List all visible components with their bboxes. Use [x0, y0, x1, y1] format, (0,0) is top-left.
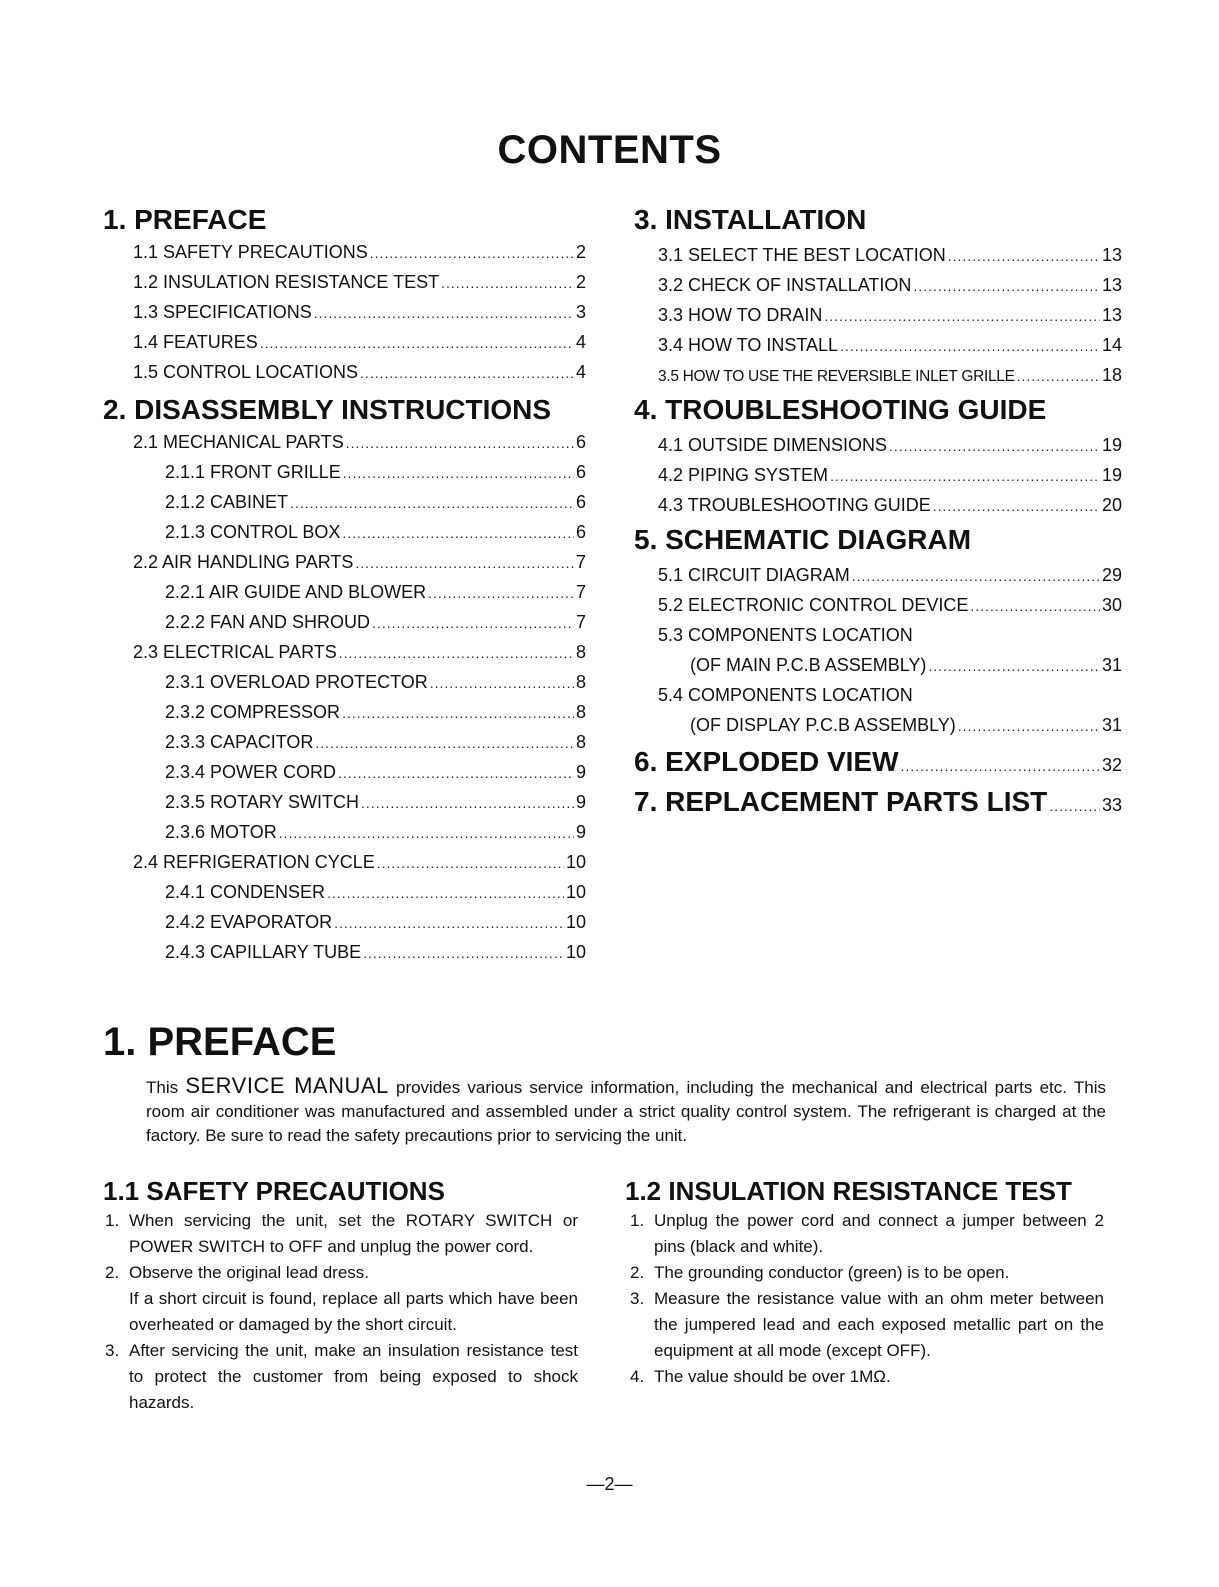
safety-precautions-title: 1.1 SAFETY PRECAUTIONS	[103, 1176, 445, 1206]
list-item: 2. The grounding conductor (green) is to be open.	[630, 1263, 1010, 1282]
toc-section-troubleshooting: 4. TROUBLESHOOTING GUIDE	[634, 394, 1047, 425]
preface-title: 1. PREFACE	[103, 1020, 337, 1064]
page-number: —2—	[586, 1474, 633, 1494]
toc-entry[interactable]: 3.5 HOW TO USE THE REVERSIBLE INLET GRILLE ..... 18	[658, 363, 1122, 387]
toc-entry[interactable]: 2.3 ELECTRICAL PARTS ..... 8	[133, 640, 586, 664]
toc-section-disassembly: 2. DISASSEMBLY INSTRUCTIONS	[103, 394, 552, 425]
toc-entry[interactable]: 2.4.1 CONDENSER ..... 10	[165, 880, 586, 904]
contents-title: CONTENTS	[497, 128, 722, 172]
toc-entry-exploded-view[interactable]: 6. EXPLODED VIEW ..... 32	[634, 744, 1122, 780]
toc-entry[interactable]: 3.4 HOW TO INSTALL ..... 14	[658, 333, 1122, 357]
list-item: 1. Unplug the power cord and connect a jumper between 2 pins (black and white).	[630, 1211, 1104, 1256]
preface-paragraph: This SERVICE MANUAL provides various service information, including the mechanical and electrical parts etc. This room air conditioner was manufactured and assembled under a strict quality control system. The refrigerant is charged at the factory. Be sure to read the safety precautions prior to servicing the unit.	[146, 1073, 1106, 1145]
toc-entry-label[interactable]: 5.4 COMPONENTS LOCATION	[658, 685, 913, 705]
toc-entry[interactable]: 4.3 TROUBLESHOOTING GUIDE ..... 20	[658, 493, 1122, 517]
toc-entry[interactable]: 2.1 MECHANICAL PARTS ..... 6	[133, 430, 586, 454]
insulation-test-title: 1.2 INSULATION RESISTANCE TEST	[625, 1176, 1072, 1206]
list-item: 2. Observe the original lead dress. If a short circuit is found, replace all parts which have been overheated or damaged by the short circuit.	[105, 1263, 578, 1334]
toc-section-installation: 3. INSTALLATION	[634, 204, 867, 235]
insulation-test-list	[630, 1208, 1104, 1390]
list-item: 1. When servicing the unit, set the ROTARY SWITCH or POWER SWITCH to OFF and unplug the power cord.	[105, 1211, 578, 1256]
toc-entry[interactable]: 2.1.3 CONTROL BOX ..... 6	[165, 520, 586, 544]
toc-entry[interactable]: 3.3 HOW TO DRAIN ..... 13	[658, 303, 1122, 327]
toc-entry[interactable]: 5.1 CIRCUIT DIAGRAM ..... 29	[658, 563, 1122, 587]
toc-entry[interactable]: 2.4 REFRIGERATION CYCLE ..... 10	[133, 850, 586, 874]
service-manual-emphasis: SERVICE MANUAL	[185, 1073, 389, 1098]
toc-entry[interactable]: 2.3.2 COMPRESSOR ..... 8	[165, 700, 586, 724]
toc-entry[interactable]: 1.4 FEATURES ..... 4	[133, 330, 586, 354]
safety-precautions-list	[105, 1208, 578, 1416]
toc-entry[interactable]: 2.2 AIR HANDLING PARTS ..... 7	[133, 550, 586, 574]
toc-entry[interactable]: 2.2.1 AIR GUIDE AND BLOWER ..... 7	[165, 580, 586, 604]
toc-entry[interactable]: 5.2 ELECTRONIC CONTROL DEVICE ..... 30	[658, 593, 1122, 617]
toc-entry[interactable]: 1.2 INSULATION RESISTANCE TEST ..... 2	[133, 270, 586, 294]
toc-entry-replacement-parts[interactable]: 7. REPLACEMENT PARTS LIST ..... 33	[634, 784, 1122, 820]
toc-entry-label[interactable]: 5.3 COMPONENTS LOCATION	[658, 625, 913, 645]
toc-entry[interactable]: 2.3.3 CAPACITOR ..... 8	[165, 730, 586, 754]
list-item: 3. After servicing the unit, make an insulation resistance test to protect the customer from being exposed to shock hazards.	[105, 1341, 578, 1412]
list-item: 3. Measure the resistance value with an ohm meter between the jumpered lead and each exposed metallic part on the equipment at all mode (except OFF).	[630, 1289, 1104, 1360]
toc-entry[interactable]: 2.3.4 POWER CORD ..... 9	[165, 760, 586, 784]
toc-entry[interactable]: 2.2.2 FAN AND SHROUD ..... 7	[165, 610, 586, 634]
toc-entry[interactable]: 4.2 PIPING SYSTEM ..... 19	[658, 463, 1122, 487]
toc-entry[interactable]: 2.3.1 OVERLOAD PROTECTOR ..... 8	[165, 670, 586, 694]
toc-section-preface: 1. PREFACE	[103, 204, 267, 235]
toc-entry[interactable]: 2.1.1 FRONT GRILLE ..... 6	[165, 460, 586, 484]
toc-entry[interactable]: 1.5 CONTROL LOCATIONS ..... 4	[133, 360, 586, 384]
toc-entry[interactable]: 2.3.5 ROTARY SWITCH ..... 9	[165, 790, 586, 814]
toc-entry[interactable]: 1.1 SAFETY PRECAUTIONS ..... 2	[133, 240, 586, 264]
toc-entry[interactable]: 4.1 OUTSIDE DIMENSIONS ..... 19	[658, 433, 1122, 457]
toc-entry[interactable]: 2.4.2 EVAPORATOR ..... 10	[165, 910, 586, 934]
toc-entry[interactable]: (OF DISPLAY P.C.B ASSEMBLY) ..... 31	[690, 713, 1122, 737]
toc-entry[interactable]: 1.3 SPECIFICATIONS ..... 3	[133, 300, 586, 324]
toc-entry[interactable]: 2.4.3 CAPILLARY TUBE ..... 10	[165, 940, 586, 964]
toc-section-schematic: 5. SCHEMATIC DIAGRAM	[634, 524, 972, 555]
toc-entry[interactable]: (OF MAIN P.C.B ASSEMBLY) ..... 31	[690, 653, 1122, 677]
list-item: 4. The value should be over 1MΩ.	[630, 1367, 891, 1386]
toc-entry[interactable]: 3.1 SELECT THE BEST LOCATION ..... 13	[658, 243, 1122, 267]
toc-entry[interactable]: 3.2 CHECK OF INSTALLATION ..... 13	[658, 273, 1122, 297]
toc-entry[interactable]: 2.3.6 MOTOR ..... 9	[165, 820, 586, 844]
toc-entry[interactable]: 2.1.2 CABINET ..... 6	[165, 490, 586, 514]
